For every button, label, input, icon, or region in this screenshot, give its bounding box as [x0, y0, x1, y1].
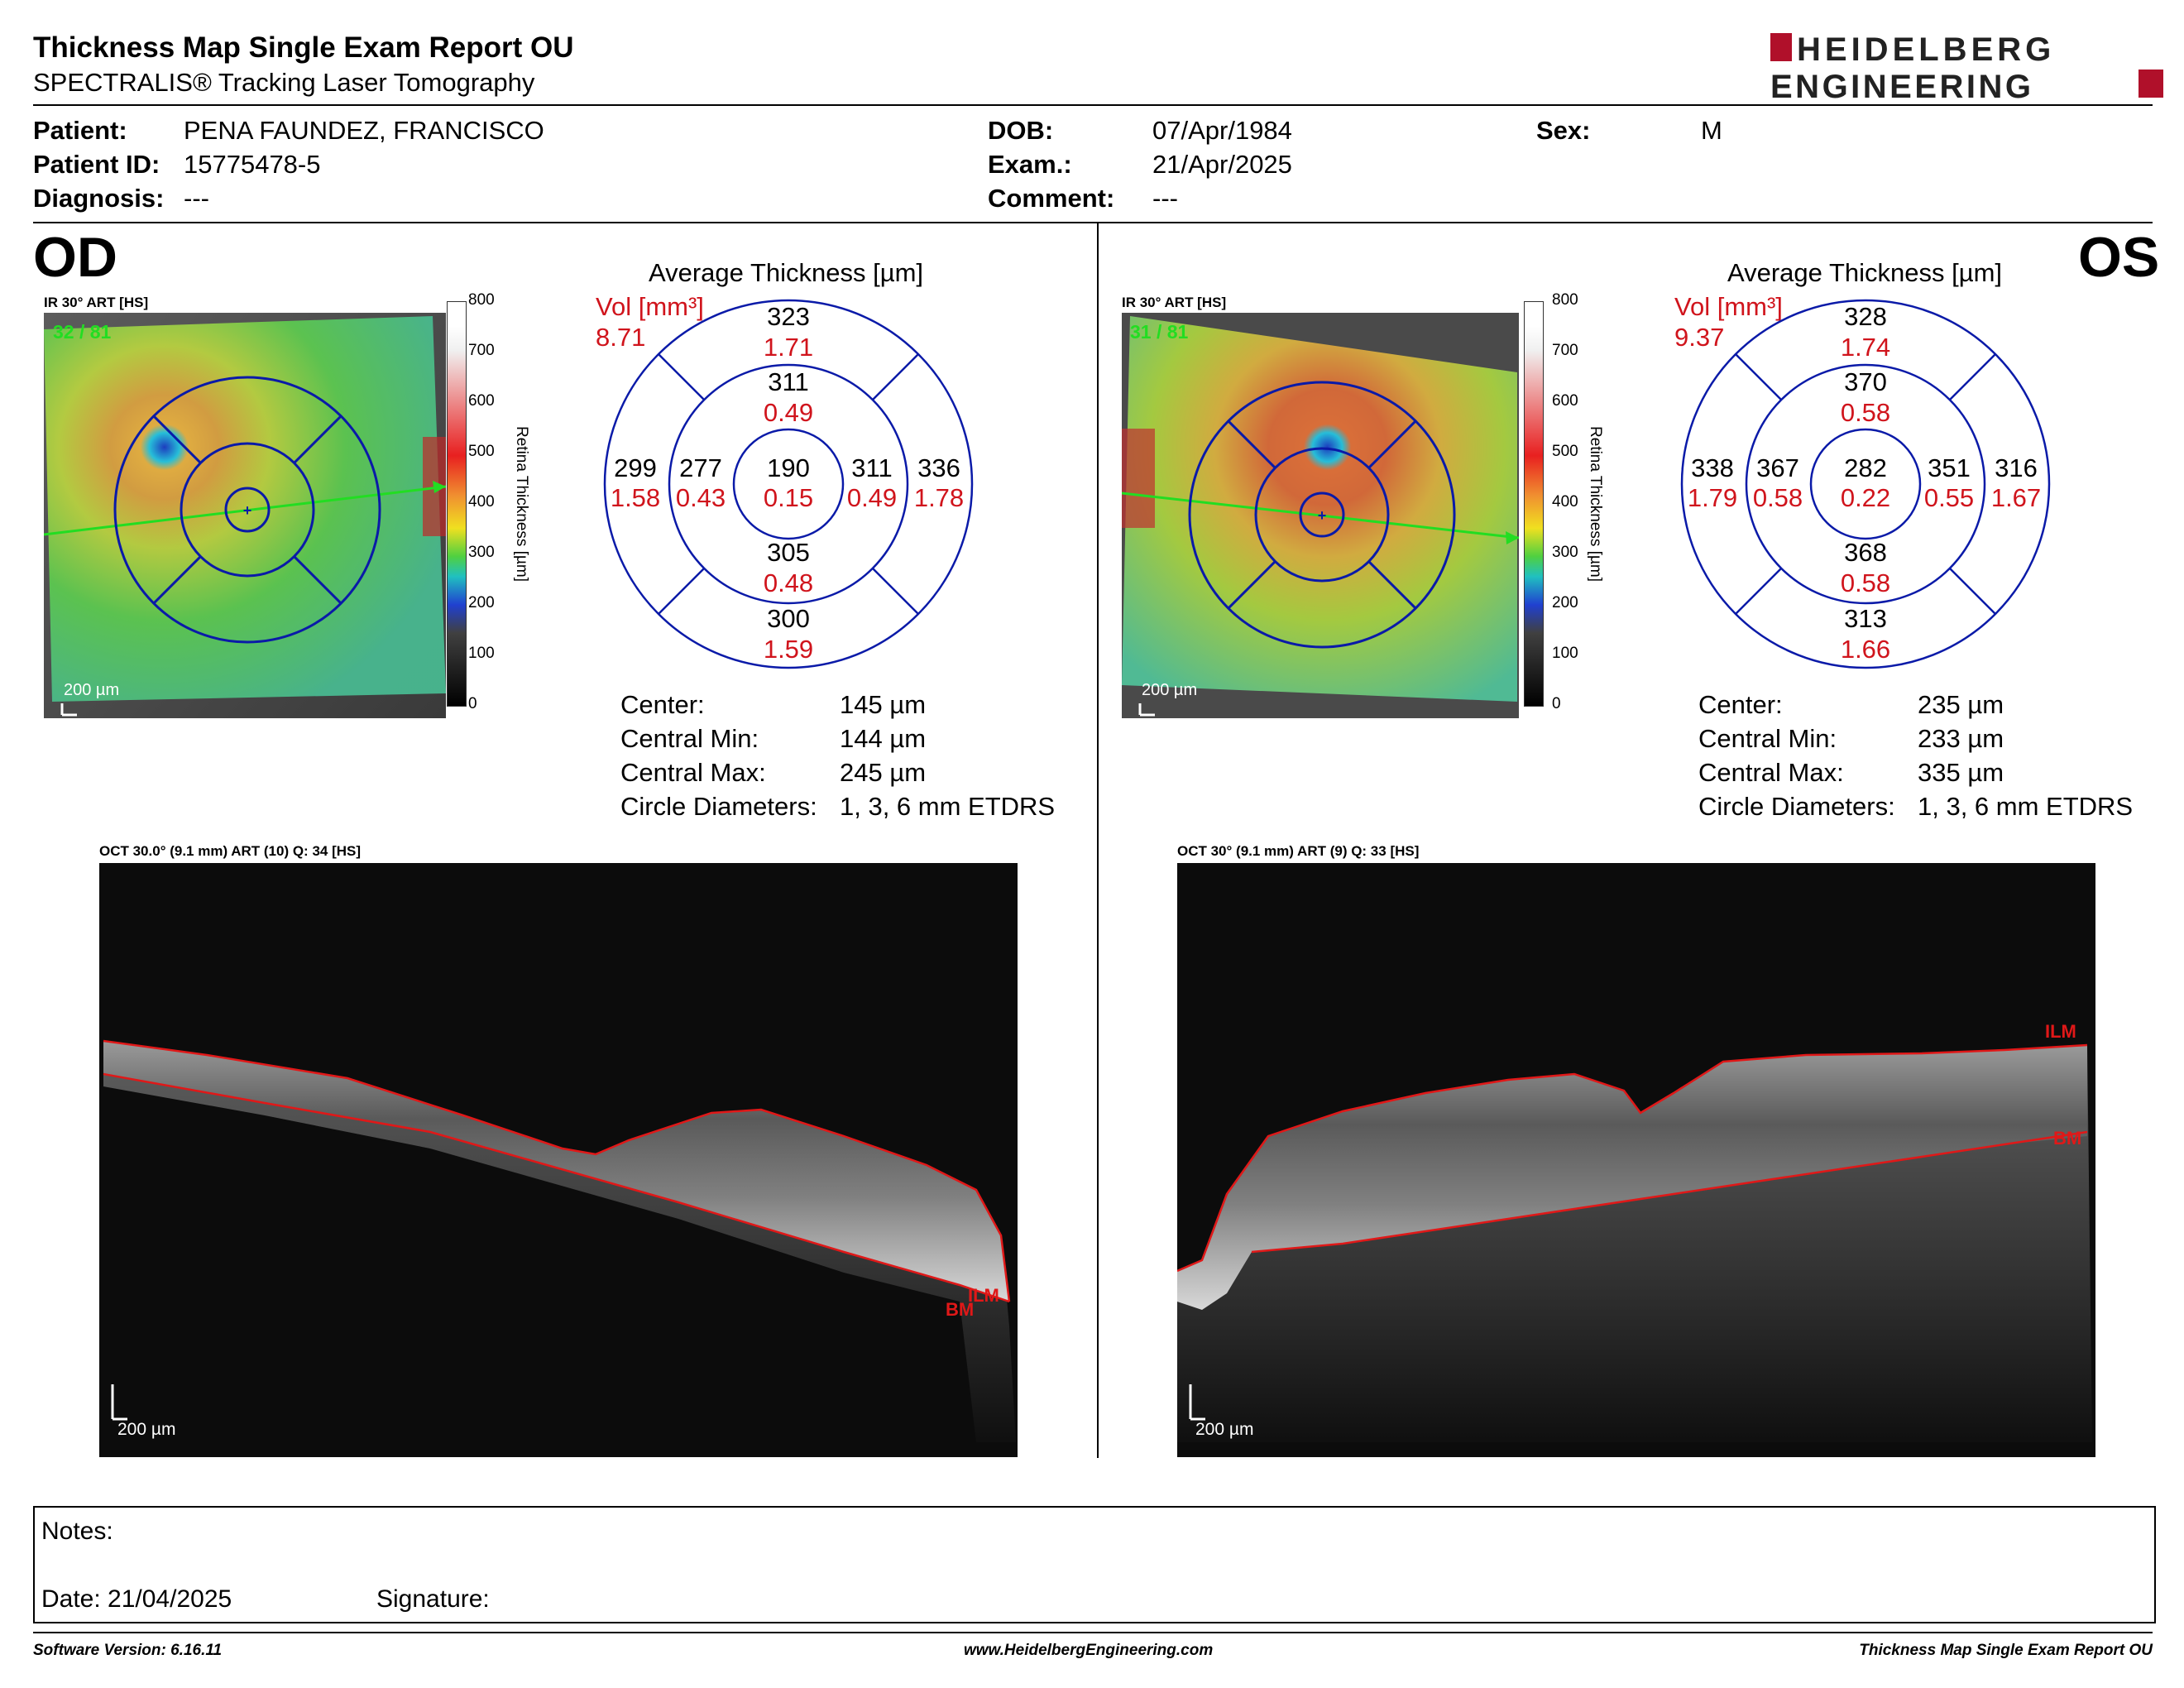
- od-ilm-label: ILM: [968, 1285, 999, 1306]
- od-tick-500: 500: [468, 443, 495, 460]
- os-stat-center-label: Center:: [1698, 690, 1783, 719]
- sex-value: M: [1701, 116, 1722, 145]
- od-outer-inf-volume: 1.59: [763, 635, 814, 664]
- od-vol-label: Vol [mm³]: [596, 292, 704, 321]
- os-tick-700: 700: [1552, 342, 1578, 359]
- comment-label: Comment:: [988, 184, 1115, 213]
- od-ir-scale: 200 µm: [64, 681, 120, 699]
- os-stat-max-label: Central Max:: [1698, 758, 1844, 787]
- od-colorbar-ticks: [468, 291, 518, 722]
- notes-date: Date: 21/04/2025: [41, 1585, 232, 1613]
- svg-text:+: +: [242, 502, 252, 519]
- od-bm-label: BM: [946, 1299, 975, 1320]
- od-oct-scan: [99, 863, 1018, 1457]
- od-outer-left-volume: 1.58: [610, 483, 661, 512]
- os-center-volume: 0.22: [1840, 483, 1891, 512]
- os-center-thickness: 282: [1844, 453, 1887, 482]
- footer-rule: [33, 1632, 2153, 1633]
- signature-label: Signature:: [376, 1585, 490, 1613]
- svg-text:ENGINEERING: ENGINEERING: [1770, 69, 2034, 103]
- os-thickness-map: [1122, 313, 1519, 718]
- od-tick-0: 0: [468, 695, 477, 712]
- os-tick-0: 0: [1552, 695, 1561, 712]
- os-colorbar-label: Retina Thickness [µm]: [1587, 426, 1604, 582]
- od-outer-left-thickness: 299: [614, 453, 657, 482]
- os-bm-label: BM: [2053, 1128, 2082, 1149]
- os-oct-scan: [1177, 863, 2095, 1457]
- exam-label: Exam.:: [988, 150, 1072, 179]
- os-inner-right-thickness: 351: [1928, 453, 1971, 482]
- od-outer-sup-volume: 1.71: [763, 333, 814, 362]
- os-outer-inf-thickness: 313: [1844, 604, 1887, 633]
- os-tick-500: 500: [1552, 443, 1578, 460]
- os-outer-inf-volume: 1.66: [1840, 635, 1891, 664]
- os-stat-min-value: 233 µm: [1918, 724, 2004, 753]
- os-inner-sup-thickness: 370: [1844, 367, 1887, 396]
- os-outer-left-volume: 1.79: [1687, 483, 1738, 512]
- os-tick-600: 600: [1552, 392, 1578, 410]
- dob-value: 07/Apr/1984: [1152, 116, 1292, 145]
- od-tick-200: 200: [468, 594, 495, 611]
- diagnosis-value: ---: [184, 184, 209, 213]
- od-avg-title: Average Thickness [µm]: [648, 258, 924, 287]
- od-center-thickness: 190: [767, 453, 810, 482]
- os-eye-label: OS: [2078, 226, 2160, 289]
- exam-date: 21/Apr/2025: [1152, 150, 1292, 179]
- os-ir-title: IR 30° ART [HS]: [1122, 295, 1227, 310]
- os-inner-left-volume: 0.58: [1752, 483, 1803, 512]
- footer-report-name: Thickness Map Single Exam Report OU: [1859, 1642, 2153, 1659]
- os-oct-title: OCT 30° (9.1 mm) ART (9) Q: 33 [HS]: [1177, 843, 1420, 859]
- os-stat-max-value: 335 µm: [1918, 758, 2004, 787]
- center-divider: [1097, 223, 1099, 1458]
- os-stat-center-value: 235 µm: [1918, 690, 2004, 719]
- od-outer-right-volume: 1.78: [913, 483, 965, 512]
- report-subtitle: SPECTRALIS® Tracking Laser Tomography: [33, 68, 535, 97]
- os-tick-200: 200: [1552, 594, 1578, 611]
- diagnosis-label: Diagnosis:: [33, 184, 165, 213]
- website-link[interactable]: www.HeidelbergEngineering.com: [964, 1642, 1214, 1659]
- od-inner-sup-volume: 0.49: [763, 398, 814, 427]
- od-tick-800: 800: [468, 291, 495, 309]
- os-inner-sup-volume: 0.58: [1840, 398, 1891, 427]
- od-tick-700: 700: [468, 342, 495, 359]
- od-oct-title: OCT 30.0° (9.1 mm) ART (10) Q: 34 [HS]: [99, 843, 362, 859]
- od-thickness-map: [44, 313, 446, 718]
- heidelberg-logo: [1770, 30, 2163, 103]
- info-rule: [33, 222, 2153, 223]
- od-tick-400: 400: [468, 493, 495, 511]
- os-tick-800: 800: [1552, 291, 1578, 309]
- od-inner-right-volume: 0.49: [846, 483, 898, 512]
- od-stat-center-value: 145 µm: [840, 690, 927, 719]
- os-etdrs-grid: [1679, 298, 2052, 670]
- os-outer-sup-volume: 1.74: [1840, 333, 1891, 362]
- od-outer-sup-thickness: 323: [767, 302, 810, 331]
- svg-text:+: +: [1317, 507, 1327, 524]
- od-inner-sup-thickness: 311: [768, 367, 809, 396]
- od-tick-300: 300: [468, 544, 495, 561]
- software-version: Software Version: 6.16.11: [33, 1642, 223, 1659]
- os-inner-inf-volume: 0.58: [1840, 568, 1891, 597]
- notes-label: Notes:: [41, 1518, 113, 1545]
- od-outer-inf-thickness: 300: [767, 604, 810, 633]
- os-vol-value: 9.37: [1674, 323, 1725, 352]
- os-vol-label: Vol [mm³]: [1674, 292, 1783, 321]
- os-tick-400: 400: [1552, 493, 1578, 511]
- od-stat-center-label: Center:: [620, 690, 705, 719]
- od-stat-diam-label: Circle Diameters:: [620, 792, 817, 821]
- os-stat-diam-value: 1, 3, 6 mm ETDRS: [1918, 792, 2134, 821]
- os-ir-frame-count: 31 / 81: [1130, 321, 1189, 343]
- od-ir-title: IR 30° ART [HS]: [44, 295, 149, 310]
- od-inner-left-volume: 0.43: [675, 483, 726, 512]
- sex-label: Sex:: [1536, 116, 1591, 145]
- os-inner-inf-thickness: 368: [1844, 538, 1887, 567]
- od-outer-right-thickness: 336: [917, 453, 960, 482]
- od-inner-left-thickness: 277: [679, 453, 722, 482]
- od-oct-scale: 200 µm: [117, 1420, 176, 1439]
- report-title: Thickness Map Single Exam Report OU: [33, 31, 574, 64]
- header-rule: [33, 104, 2153, 106]
- os-tick-300: 300: [1552, 544, 1578, 561]
- comment-value: ---: [1152, 184, 1178, 213]
- os-avg-title: Average Thickness [µm]: [1727, 258, 2003, 287]
- os-outer-sup-thickness: 328: [1844, 302, 1887, 331]
- svg-text:HEIDELBERG: HEIDELBERG: [1797, 31, 2056, 68]
- os-colorbar: [1524, 301, 1544, 707]
- dob-label: DOB:: [988, 116, 1054, 145]
- notes-box[interactable]: [33, 1506, 2156, 1623]
- od-inner-inf-volume: 0.48: [763, 568, 814, 597]
- od-stat-max-value: 245 µm: [840, 758, 927, 787]
- patient-label: Patient:: [33, 116, 127, 145]
- od-stat-max-label: Central Max:: [620, 758, 766, 787]
- od-stat-min-label: Central Min:: [620, 724, 759, 753]
- od-colorbar: [447, 301, 467, 707]
- od-center-volume: 0.15: [763, 483, 814, 512]
- od-etdrs-grid: [602, 298, 975, 670]
- os-outer-right-thickness: 316: [1995, 453, 2038, 482]
- patient-name: PENA FAUNDEZ, FRANCISCO: [184, 116, 544, 145]
- os-oct-scale: 200 µm: [1195, 1420, 1254, 1439]
- os-stat-diam-label: Circle Diameters:: [1698, 792, 1895, 821]
- od-colorbar-label: Retina Thickness [µm]: [513, 426, 530, 582]
- od-ir-frame-count: 32 / 81: [53, 321, 112, 343]
- od-tick-100: 100: [468, 645, 495, 662]
- os-outer-right-volume: 1.67: [1990, 483, 2042, 512]
- od-tick-600: 600: [468, 392, 495, 410]
- patient-id: 15775478-5: [184, 150, 321, 179]
- od-inner-inf-thickness: 305: [767, 538, 810, 567]
- os-outer-left-thickness: 338: [1691, 453, 1734, 482]
- os-stat-min-label: Central Min:: [1698, 724, 1837, 753]
- od-eye-label: OD: [33, 226, 117, 289]
- os-ilm-label: ILM: [2045, 1021, 2076, 1042]
- od-stat-min-value: 144 µm: [840, 724, 927, 753]
- od-stat-diam-value: 1, 3, 6 mm ETDRS: [840, 792, 1056, 821]
- od-vol-value: 8.71: [596, 323, 646, 352]
- os-ir-scale: 200 µm: [1142, 681, 1198, 699]
- os-inner-right-volume: 0.55: [1923, 483, 1975, 512]
- od-inner-right-thickness: 311: [851, 453, 893, 482]
- os-tick-100: 100: [1552, 645, 1578, 662]
- os-inner-left-thickness: 367: [1756, 453, 1799, 482]
- patient-id-label: Patient ID:: [33, 150, 160, 179]
